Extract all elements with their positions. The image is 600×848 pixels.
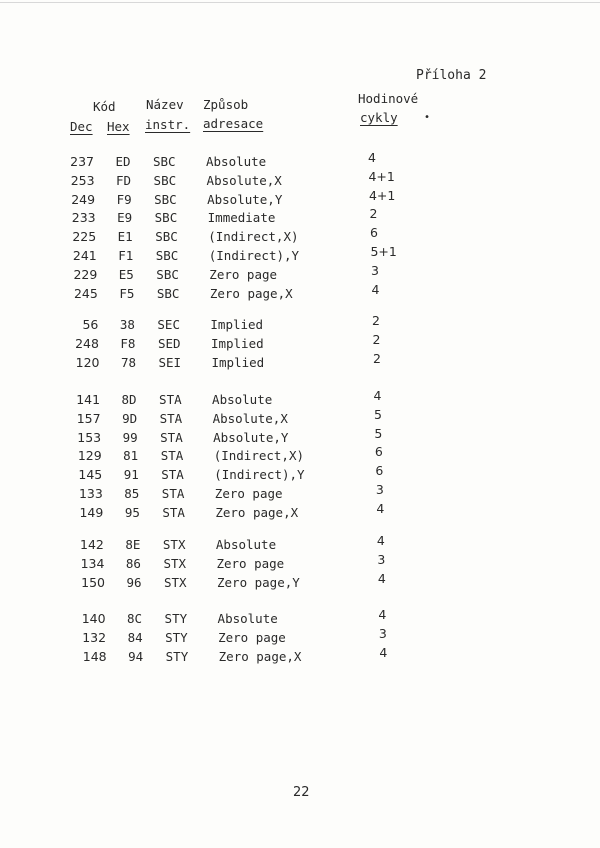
cell-mode: Zero page,X [218,648,302,664]
cell-dec: 129 [77,448,102,464]
cell-mode: (Indirect),Y [214,467,305,483]
cell-cycles: 4 [371,281,380,297]
cell-mode: Absolute,Y [213,429,289,445]
cell-dec: 134 [80,555,105,571]
cell-dec: 133 [78,486,103,501]
cell-instr: STY [165,629,188,645]
cell-cycles: 4 [376,500,385,516]
cell-hex: 99 [122,429,138,445]
cell-dec: 248 [75,335,99,351]
cell-mode: Implied [211,354,265,370]
cell-instr: SED [157,335,181,351]
table-row [0,625,600,648]
cell-dec: 142 [80,537,104,552]
cell-mode: Implied [210,335,264,351]
cell-cycles: 3 [375,482,384,497]
cell-instr: STA [160,429,183,445]
cell-cycles: 3 [370,262,379,278]
cell-mode: (Indirect),Y [208,248,300,263]
cell-hex: F8 [120,335,136,351]
cell-hex: 8E [125,537,141,552]
header-adresace: adresace [203,116,264,131]
cell-instr: STY [165,648,189,664]
cell-hex: F1 [118,248,134,263]
cell-mode: Absolute,X [212,410,288,426]
cell-hex: 96 [126,574,142,590]
cell-hex: 95 [124,504,140,520]
cell-hex: 78 [120,354,137,370]
cell-mode: Zero page,X [209,285,293,301]
cell-instr: STA [159,410,183,426]
cell-hex: E1 [117,229,133,245]
cell-cycles: 2 [372,350,381,366]
cell-dec: 229 [73,266,98,282]
cell-cycles: 2 [371,313,380,328]
cell-dec: 225 [72,229,97,245]
cell-instr: SBC [155,248,179,263]
cell-cycles: 4 [373,388,382,403]
cell-hex: 85 [124,486,140,501]
cell-dec: 120 [75,354,100,370]
table-row [0,425,600,448]
cell-mode: Absolute [217,611,278,626]
cell-instr: SBC [154,191,177,207]
cell-dec: 140 [81,611,106,626]
cell-instr: SEC [157,317,180,332]
cell-mode: Absolute,X [206,172,282,188]
table-row [0,313,600,335]
cell-cycles: 2 [372,331,381,347]
table-row [0,262,600,285]
cell-cycles: 2 [369,206,378,222]
cell-instr: STX [162,537,186,552]
table-row [0,168,600,191]
cell-cycles: 6 [375,463,384,479]
table-row [0,463,600,485]
table-row [0,406,600,429]
cell-dec: 245 [73,285,98,301]
cell-dec: 141 [76,392,101,407]
cell-instr: STA [161,467,184,483]
cell-instr: SBC [156,266,179,282]
cell-mode: Implied [210,317,264,332]
cell-dec: 149 [79,504,104,520]
cell-cycles: 4+1 [368,187,396,203]
cell-dec: 237 [70,154,94,169]
table-row [0,607,600,629]
cell-mode: Zero page [216,555,285,571]
stray-mark: • [424,112,431,123]
table-row [0,570,600,593]
cell-instr: SEI [158,354,182,370]
cell-dec: 132 [82,629,107,645]
cell-dec: 153 [77,429,102,445]
table-row [0,281,600,304]
cell-mode: Absolute,Y [207,191,283,207]
header-nazev: Název [146,97,184,112]
cell-instr: STY [164,611,188,626]
cell-hex: 84 [127,629,143,645]
cell-hex: 38 [119,317,135,332]
header-cykly: cykly [360,110,398,125]
table-row [0,644,600,667]
cell-instr: SBC [155,229,178,245]
table-row [0,350,600,373]
header-hex: Hex [107,119,130,134]
table-row [0,206,600,228]
cell-instr: STX [163,555,187,571]
cell-cycles: 4 [378,607,387,622]
cell-cycles: 5+1 [370,244,397,259]
page-number: 22 [293,785,310,800]
page-top-edge [0,2,600,3]
cell-mode: Immediate [207,210,276,226]
cell-instr: SBC [153,154,176,169]
cell-dec: 148 [82,648,107,664]
cell-instr: SBC [156,285,180,301]
cell-mode: Zero page [218,629,286,645]
cell-dec: 56 [82,317,99,332]
table-row [0,187,600,210]
cell-cycles: 3 [378,625,387,641]
cell-cycles: 4+1 [368,168,395,184]
table-row [0,444,600,466]
cell-cycles: 6 [369,225,378,241]
cell-hex: ED [115,154,131,169]
table-row [0,533,600,555]
table-row [0,388,600,410]
table-row [0,500,600,523]
table-row [0,551,600,574]
cell-cycles: 6 [374,444,383,460]
cell-dec: 145 [78,467,103,483]
cell-mode: Absolute [206,154,267,169]
appendix-label: Příloha 2 [416,68,487,83]
cell-cycles: 4 [379,644,388,660]
cell-instr: STA [162,504,185,520]
cell-hex: 8D [121,392,137,407]
cell-hex: 9D [122,410,138,426]
cell-instr: SBC [154,210,178,226]
cell-cycles: 5 [374,425,383,441]
header-dec: Dec [70,119,93,134]
cell-hex: E9 [117,210,133,226]
table-row [0,244,600,266]
table-row [0,225,600,247]
cell-hex: 8C [127,611,143,626]
cell-cycles: 4 [376,533,385,548]
cell-cycles: 4 [377,570,386,586]
cell-hex: F9 [116,191,132,207]
cell-hex: 94 [128,648,144,664]
cell-dec: 233 [71,210,96,226]
cell-instr: STA [159,392,182,407]
cell-cycles: 3 [377,551,386,567]
cell-dec: 150 [81,574,105,590]
cell-instr: STX [164,574,187,590]
cell-dec: 249 [71,191,96,207]
cell-instr: STA [161,486,185,501]
cell-cycles: 4 [368,150,376,165]
cell-hex: 86 [125,555,141,571]
cell-mode: Zero page,Y [217,574,300,590]
cell-mode: Zero page,X [215,504,299,520]
header-hodinove: Hodinové [358,91,419,106]
table-row [0,482,600,504]
cell-instr: STA [160,448,184,464]
cell-hex: F5 [119,285,135,301]
cell-dec: 253 [70,172,95,188]
cell-hex: 91 [123,467,139,483]
header-kod: Kód [93,99,116,114]
cell-instr: SBC [153,172,177,188]
header-zpusob: Způsob [203,97,249,112]
cell-mode: Absolute [215,537,277,552]
cell-hex: 81 [123,448,139,464]
cell-mode: (Indirect,X) [213,448,304,464]
header-instr: instr. [145,117,191,132]
cell-mode: (Indirect,X) [208,229,299,245]
cell-cycles: 5 [373,406,382,422]
cell-dec: 241 [72,248,97,263]
cell-mode: Absolute [212,392,273,407]
cell-dec: 157 [76,410,101,426]
table-row [0,150,600,172]
cell-hex: FD [116,172,132,188]
cell-hex: E5 [118,266,134,282]
table-row [0,331,600,354]
cell-mode: Zero page [209,266,278,282]
cell-mode: Zero page [214,486,283,501]
